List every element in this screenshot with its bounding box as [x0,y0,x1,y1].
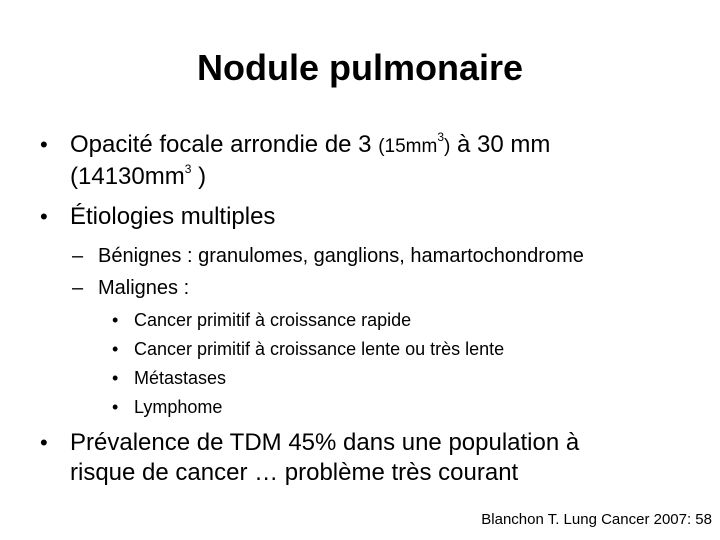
bullet-text: Étiologies multiples [70,203,276,230]
malignant-item-text: Métastases [134,368,227,388]
bullet-icon: • [112,368,119,388]
dash-icon: – [72,245,84,267]
sub-item-text: Bénignes : granulomes, ganglions, hamartochondrome [98,245,584,267]
malignant-item [112,393,672,421]
malignant-item [112,306,672,334]
bullet-item-etiologies [40,202,680,232]
malignant-item-text: Lymphome [134,397,223,417]
bullet-icon: • [112,310,119,330]
sub-item-text: Malignes : [98,277,190,299]
dash-icon: – [72,277,84,299]
bullet-item-opacite [40,130,680,192]
bullet-icon: • [112,339,119,359]
bullet-icon: • [40,204,48,229]
sub-item-benignes [72,242,692,270]
malignant-item [112,335,672,363]
bullet-text: Opacité focale arrondie de 3 $(15mm^3)$ à 30 mm ($14130mm^3$ ) [70,130,551,190]
bullet-icon: • [40,132,48,157]
malignant-item-text: Cancer primitif à croissance rapide [134,310,412,330]
malignant-item-text: Cancer primitif à croissance lente ou très lente [134,339,505,359]
reference-citation: Blanchon T. Lung Cancer 2007: 58 [481,511,712,528]
malignant-item [112,364,672,392]
bullet-icon: • [112,397,119,417]
bullet-text: Prévalence de TDM 45% dans une population à risque de cancer … problème très courant [70,429,580,486]
slide-title: Nodule pulmonaire [196,47,524,88]
bullet-item-prevalence [40,428,680,488]
sub-item-malignes [72,274,692,302]
bullet-icon: • [40,430,48,455]
